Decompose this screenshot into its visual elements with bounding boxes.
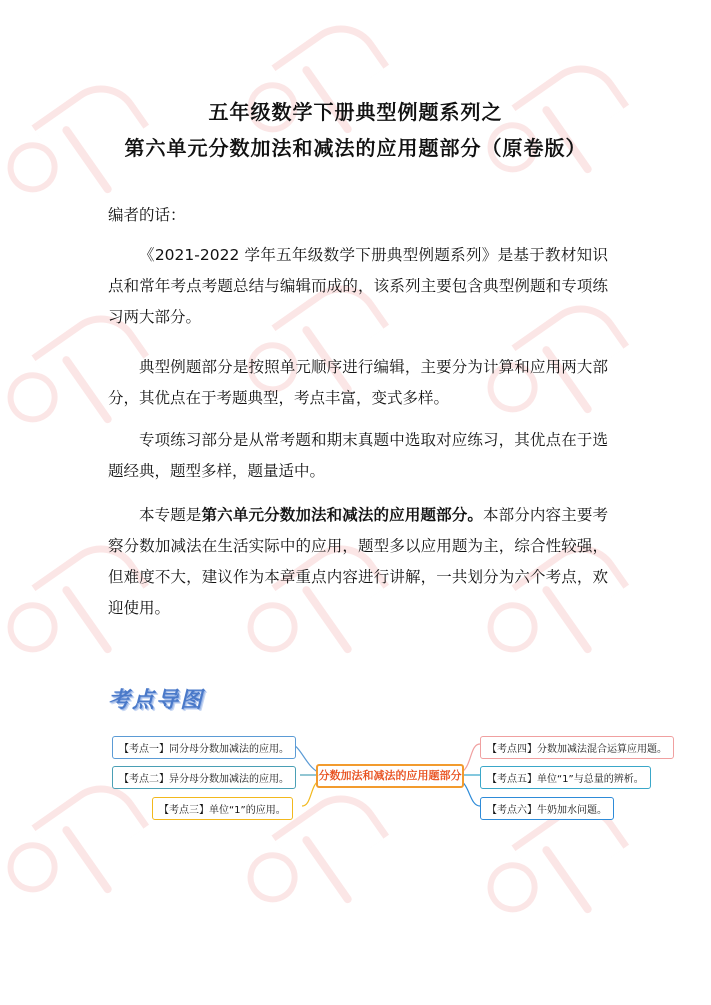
mindmap-node-k4: 【考点四】分数加减法混合运算应用题。 [480, 736, 674, 759]
intro-heading: 编者的话： [108, 206, 186, 224]
mindmap-heading: 考点导图 [108, 688, 205, 713]
intro-paragraph-3: 专项练习部分是从常考题和期末真题中选取对应练习，其优点在于选题经典，题型多样，题量适中。 [108, 431, 608, 480]
intro-paragraph-4 [108, 500, 608, 624]
mindmap-node-k6: 【考点六】牛奶加水问题。 [480, 797, 614, 820]
mindmap-node-k5: 【考点五】单位“1”与总量的辨析。 [480, 766, 651, 789]
page-title: 五年级数学下册典型例题系列之 [208, 100, 503, 124]
mindmap-node-k2: 【考点二】异分母分数加减法的应用。 [112, 766, 296, 789]
intro-paragraph-2: 典型例题部分是按照单元顺序进行编辑，主要分为计算和应用两大部分，其优点在于考题典型，考点丰富，变式多样。 [108, 358, 608, 407]
intro-p4-suffix: 本部分内容主要考察分数加减法在生活实际中的应用，题型多以应用题为主，综合性较强，但难度不大，建议作为本章重点内容进行讲解，一共划分为六个考点，欢迎使用。 [108, 506, 608, 617]
page-subtitle: 第六单元分数加法和减法的应用题部分（原卷版） [124, 136, 587, 160]
intro-p4-prefix: 本专题是 [139, 506, 202, 524]
mindmap-center-node: 分数加法和减法的应用题部分 [316, 764, 464, 788]
intro-p4-bold: 第六单元分数加法和减法的应用题部分。 [201, 506, 484, 524]
mindmap-node-k3: 【考点三】单位“1”的应用。 [152, 797, 293, 820]
intro-paragraph-1: 《2021-2022 学年五年级数学下册典型例题系列》是基于教材知识点和常年考点考题总结与编辑而成的，该系列主要包含典型例题和专项练习两大部分。 [108, 246, 608, 326]
mindmap-node-k1: 【考点一】同分母分数加减法的应用。 [112, 736, 296, 759]
